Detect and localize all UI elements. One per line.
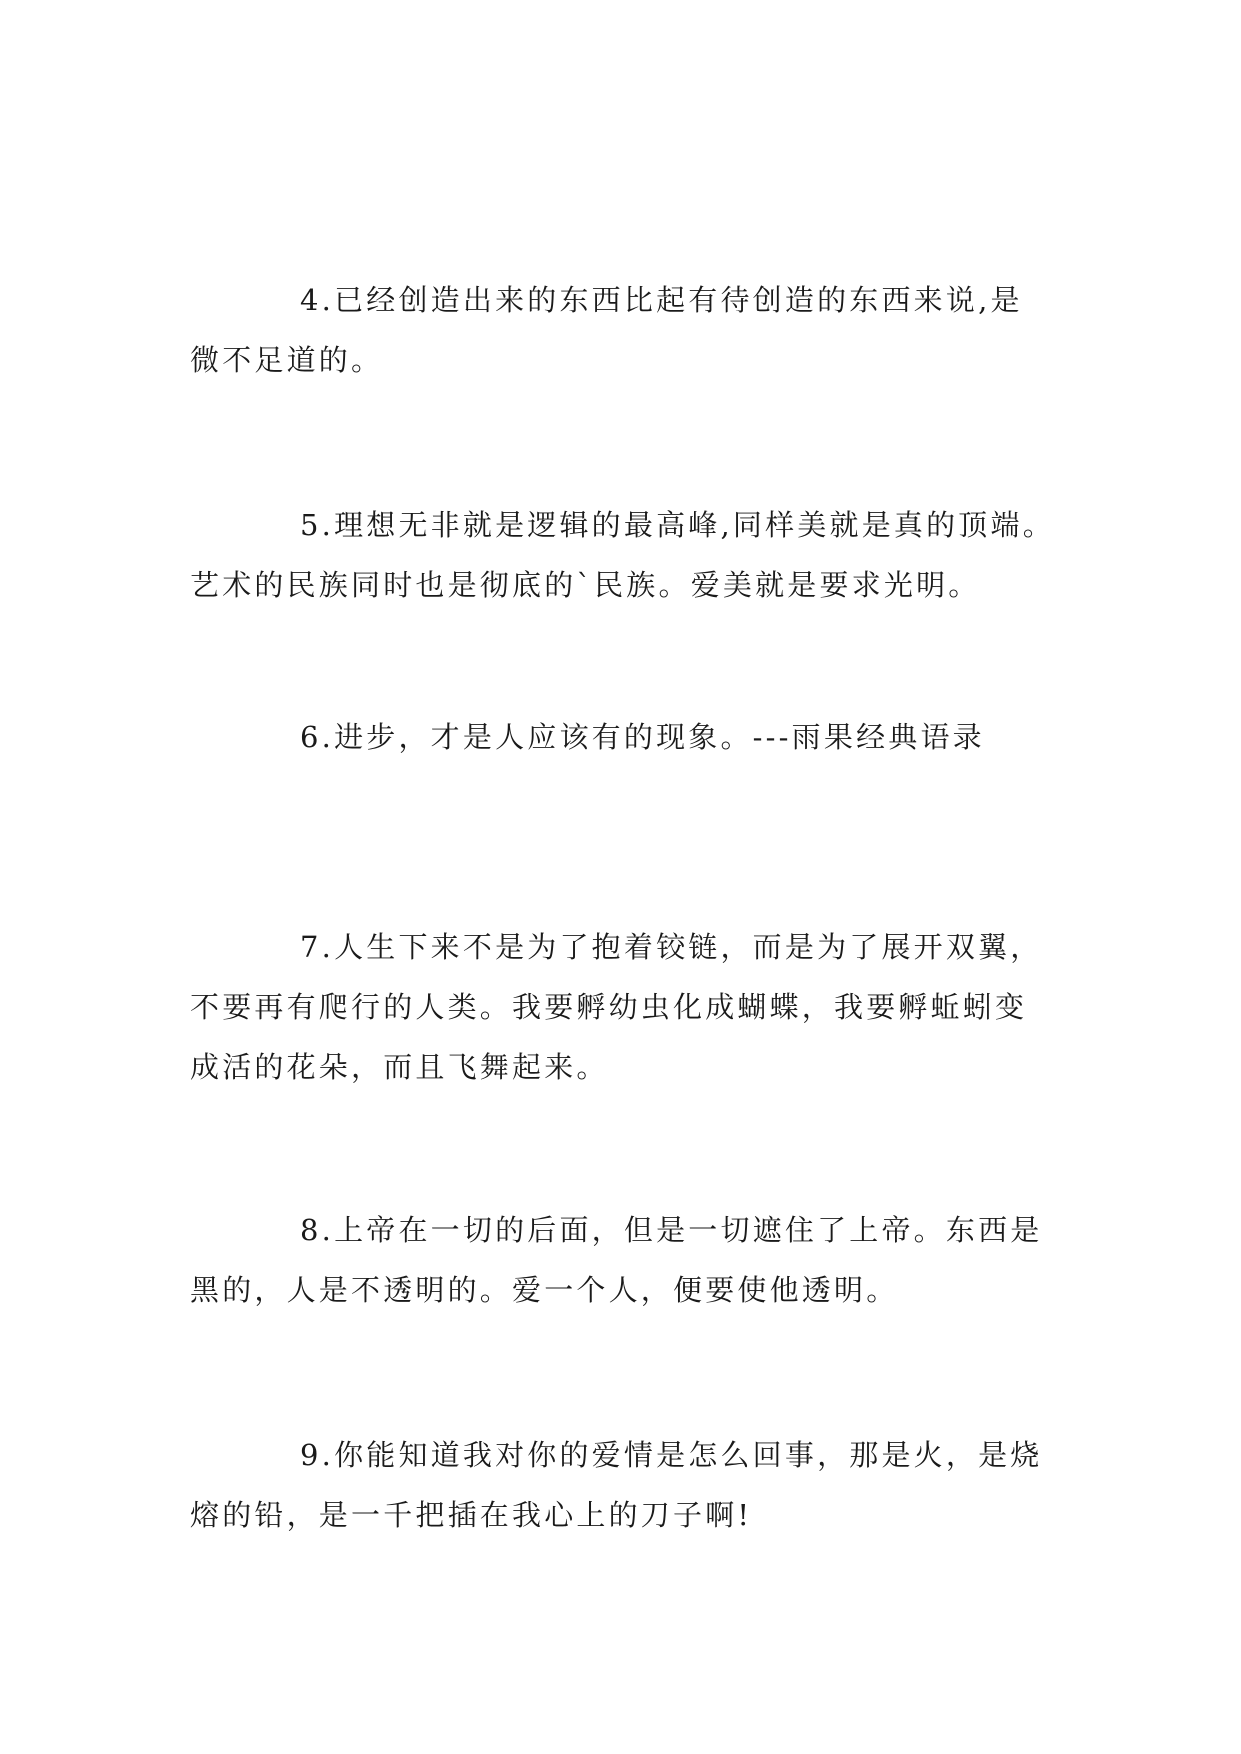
paragraph-line: 不要再有爬行的人类。我要孵幼虫化成蝴蝶，我要孵蚯蚓变 — [190, 990, 1028, 1024]
paragraph-line: 8.上帝在一切的后面，但是一切遮住了上帝。东西是 — [300, 1213, 1043, 1247]
paragraph-line: 4.已经创造出来的东西比起有待创造的东西来说,是 — [300, 283, 1023, 317]
paragraph-line: 5.理想无非就是逻辑的最高峰,同样美就是真的顶端。 — [300, 508, 1055, 542]
quote-paragraph-5 — [190, 495, 1060, 615]
paragraph-line: 成活的花朵，而且飞舞起来。 — [190, 1050, 609, 1084]
paragraph-line: 9.你能知道我对你的爱情是怎么回事，那是火，是烧 — [300, 1438, 1043, 1472]
quote-paragraph-4 — [190, 270, 1060, 390]
quote-paragraph-6 — [190, 707, 1060, 767]
quote-paragraph-9 — [190, 1425, 1060, 1545]
quote-paragraph-8 — [190, 1200, 1060, 1320]
paragraph-line: 熔的铅，是一千把插在我心上的刀子啊! — [190, 1498, 753, 1532]
paragraph-line: 黑的，人是不透明的。爱一个人，便要使他透明。 — [190, 1273, 899, 1307]
quote-paragraph-7 — [190, 917, 1060, 1097]
paragraph-line: 艺术的民族同时也是彻底的`民族。爱美就是要求光明。 — [190, 568, 981, 602]
paragraph-line: 6.进步，才是人应该有的现象。---雨果经典语录 — [300, 720, 985, 754]
paragraph-line: 7.人生下来不是为了抱着铰链，而是为了展开双翼， — [300, 930, 1043, 964]
paragraph-line: 微不足道的。 — [190, 343, 384, 377]
